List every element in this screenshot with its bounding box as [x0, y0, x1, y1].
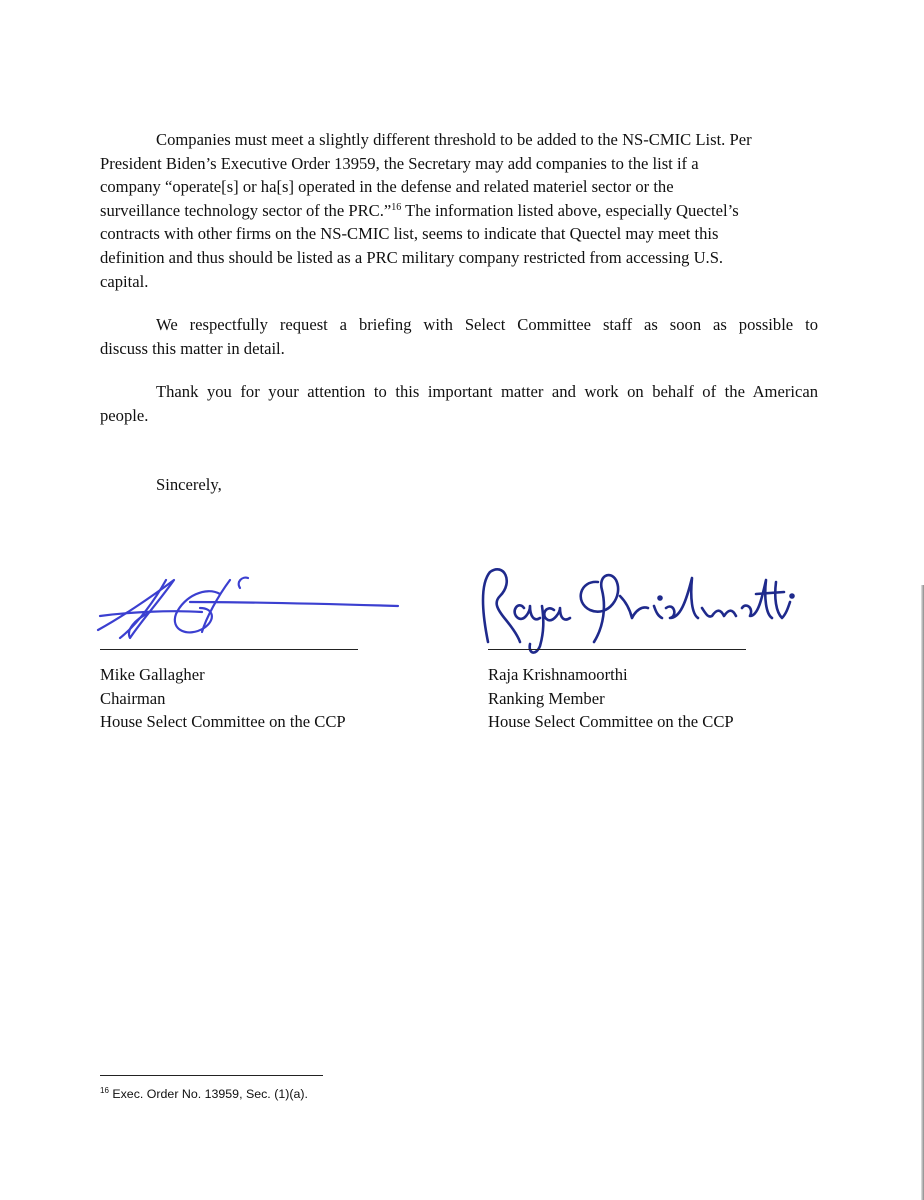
text-segment: surveillance technology sector of the PRC.” [100, 200, 392, 220]
signature-krishnamoorthi [470, 562, 800, 662]
text-line: capital. [100, 271, 149, 291]
paragraph-thanks [100, 380, 818, 427]
text-line: company “operate[s] or ha[s] operated in the defense and related materiel sector or the [100, 177, 674, 197]
text-line: discuss this matter in detail. [100, 338, 285, 358]
text-segment: The information listed above, especially Quectel’s [401, 200, 739, 220]
signatory-organization: House Select Committee on the CCP [488, 712, 734, 732]
footnote-number: 16 [100, 1086, 109, 1095]
paragraph-briefing-request [100, 313, 818, 360]
text-line: Companies must meet a slightly different threshold to be added to the NS-CMIC List. Per [156, 130, 752, 149]
text-line: We respectfully request a briefing with Select Committee staff as soon as possible to [156, 315, 818, 334]
signatory-name: Raja Krishnamoorthi [488, 665, 628, 684]
text-line: President Biden’s Executive Order 13959, the Secretary may add companies to the list if a [100, 153, 699, 173]
signatory-name: Mike Gallagher [100, 665, 205, 684]
signatory-title: Chairman [100, 688, 166, 708]
signatory-block-ranking-member [488, 663, 734, 734]
footnote-text: Exec. Order No. 13959, Sec. (1)(a). [108, 1087, 308, 1101]
text-line: Thank you for your attention to this important matter and work on behalf of the American [156, 382, 818, 401]
text-line: contracts with other firms on the NS-CMIC list, seems to indicate that Quectel may meet this [100, 224, 719, 244]
text-line: definition and thus should be listed as a PRC military company restricted from accessing U.S. [100, 247, 724, 267]
text-line: people. [100, 405, 149, 425]
signature-line [100, 649, 358, 650]
footnote-divider [100, 1075, 323, 1076]
footnote [100, 1086, 308, 1102]
signatory-block-chairman [100, 663, 346, 734]
footnote-ref: 16 [391, 201, 402, 213]
signature-gallagher [90, 568, 410, 646]
text-line [100, 199, 818, 223]
closing-salutation: Sincerely, [156, 475, 222, 494]
signatory-organization: House Select Committee on the CCP [100, 712, 346, 732]
signatory-title: Ranking Member [488, 688, 605, 708]
signature-line [488, 649, 746, 650]
paragraph-threshold [100, 128, 818, 293]
